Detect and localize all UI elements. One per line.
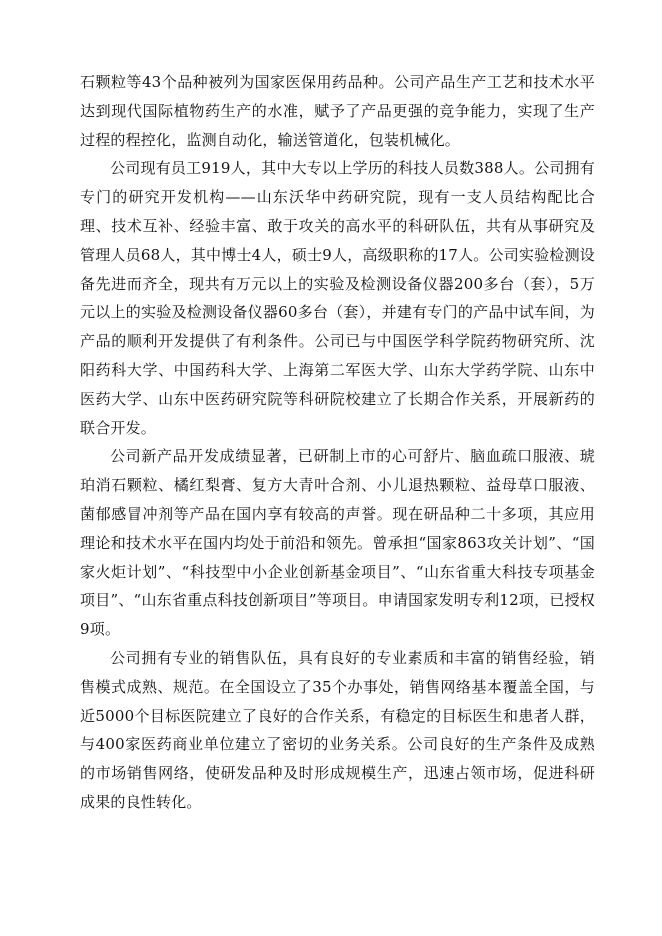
- paragraph-continuation: 石颗粒等43个品种被列为国家医保用药品种。公司产品生产工艺和技术水平达到现代国际植物药生产的水准，赋予了产品更强的竞争能力，实现了生产过程的程控化，监测自动化，输送管道化，包装机械化。: [80, 73, 595, 149]
- document-body: [80, 68, 595, 817]
- paragraph-staff-and-research: 公司现有员工919人，其中大专以上学历的科技人员数388人。公司拥有专门的研究开发机构——山东沃华中药研究院，现有一支人员结构配比合理、技术互补、经验丰富、敢于攻关的高水平的科研队伍，共有从事研究及管理人员68人，其中博士4人，硕士9人，高级职称的17人。公司实验检测设备先进而齐全，现共有万元以上的实验及检测设备仪器200多台（套），5万元以上的实验及检测设备仪器60多台（套），并建有专门的产品中试车间，为产品的顺利开发提供了有利条件。公司已与中国医学科学院药物研究所、沈阳药科大学、中国药科大学、上海第二军医大学、山东大学药学院、山东中医药大学、山东中医药研究院等科研院校建立了长期合作关系，开展新药的联合开发。: [80, 159, 595, 437]
- paragraph-sales: 公司拥有专业的销售队伍，具有良好的专业素质和丰富的销售经验，销售模式成熟、规范。在全国设立了35个办事处，销售网络基本覆盖全国，与近5000个目标医院建立了良好的合作关系，有稳定的目标医生和患者人群，与400家医药商业单位建立了密切的业务关系。公司良好的生产条件及成熟的市场销售网络，使研发品种及时形成规模生产，迅速占领市场，促进科研成果的良性转化。: [80, 648, 595, 811]
- paragraph-new-products: 公司新产品开发成绩显著，已研制上市的心可舒片、脑血疏口服液、琥珀消石颗粒、橘红梨膏、复方大青叶合剂、小儿退热颗粒、益母草口服液、菌郁感冒冲剂等产品在国内享有较高的声誉。现在研品种二十多项，其应用理论和技术水平在国内均处于前沿和领先。曾承担“国家863攻关计划”、“国家火炬计划”、“科技型中小企业创新基金项目”、“山东省重大科技专项基金项目”、“山东省重点科技创新项目”等项目。申请国家发明专利12项，已授权9项。: [80, 447, 595, 639]
